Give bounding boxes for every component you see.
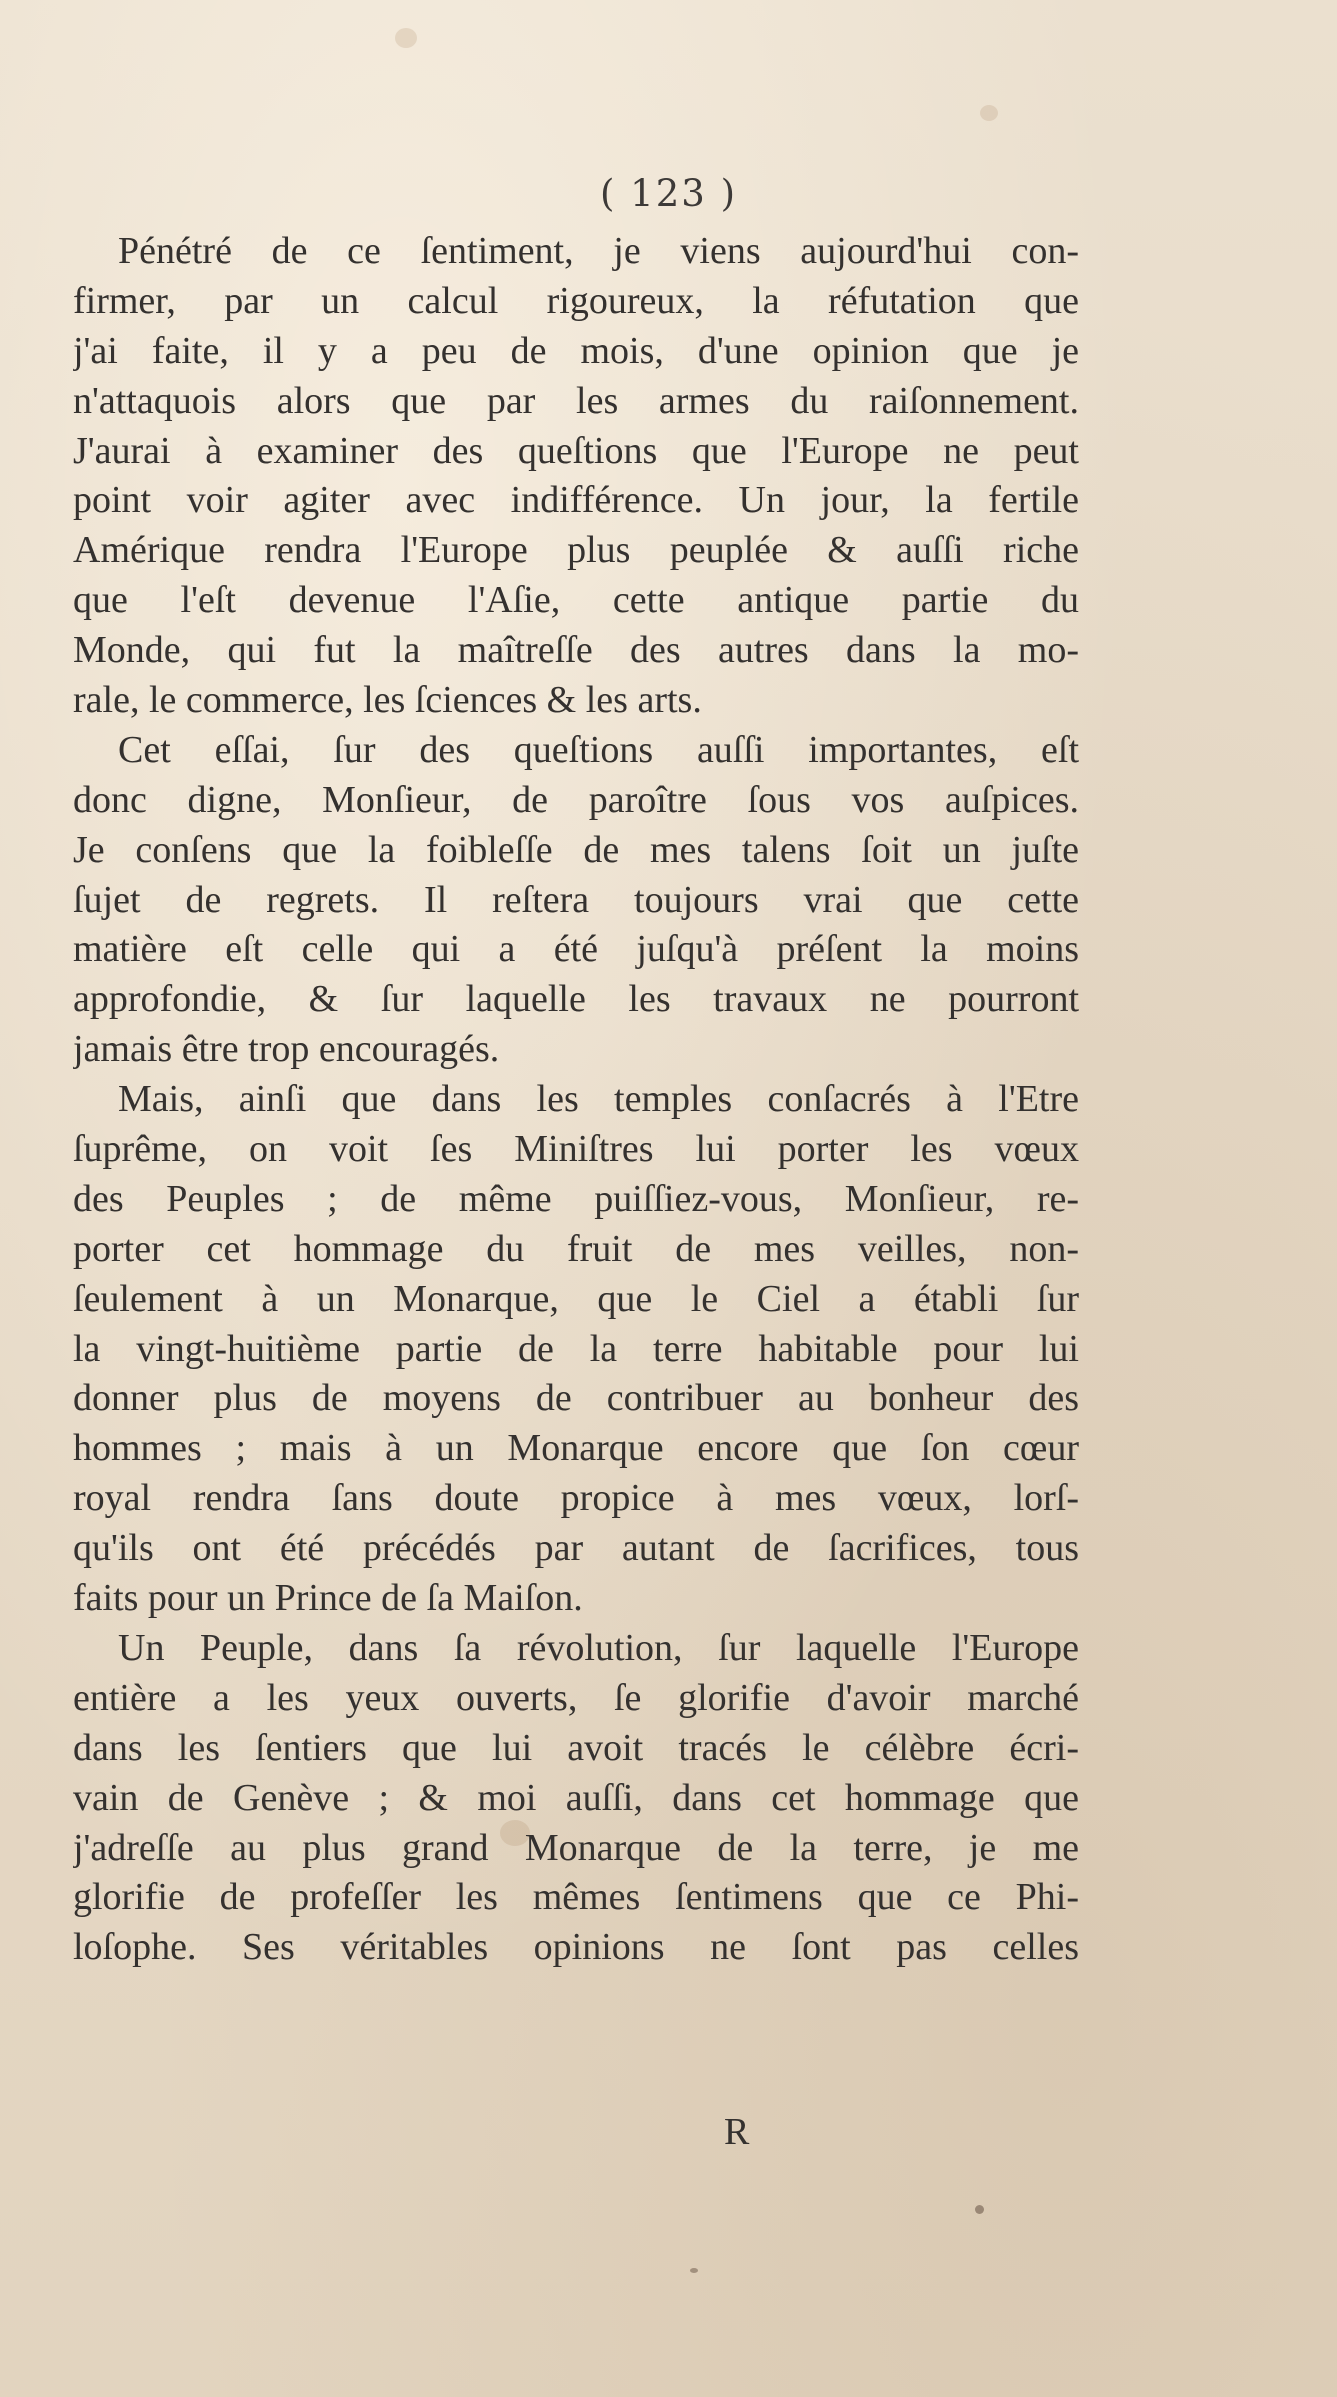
text-line: matière eſt celle qui a été juſqu'à préſent la moins [73, 928, 1079, 971]
text-line: donc digne, Monſieur, de paroître ſous vos auſpices. [73, 778, 1079, 821]
text-line: la vingt-huitième partie de la terre habitable pour lui [73, 1327, 1079, 1370]
signature-mark: R [724, 2111, 750, 2153]
text-line: faits pour un Prince de ſa Maiſon. [73, 1577, 583, 1620]
text-line: Un Peuple, dans ſa révolution, ſur laquelle l'Europe [118, 1626, 1079, 1669]
text-line: qu'ils ont été précédés par autant de ſacrifices, tous [73, 1527, 1079, 1570]
paper-stain [975, 2205, 984, 2214]
text-line: des Peuples ; de même puiſſiez-vous, Monſieur, re- [73, 1177, 1079, 1220]
text-line: Amérique rendra l'Europe plus peuplée & auſſi riche [73, 529, 1079, 572]
text-line: approfondie, & ſur laquelle les travaux ne pourront [73, 978, 1079, 1021]
text-line: ſujet de regrets. Il reſtera toujours vrai que cette [73, 878, 1079, 921]
text-line: loſophe. Ses véritables opinions ne ſont pas celles [73, 1926, 1079, 1969]
paper-stain [395, 28, 417, 48]
text-line: dans les ſentiers que lui avoit tracés le célèbre écri- [73, 1726, 1079, 1769]
text-line: firmer, par un calcul rigoureux, la réfutation que [73, 279, 1079, 322]
text-line: point voir agiter avec indifférence. Un jour, la fertile [73, 479, 1079, 522]
page-number: ( 123 ) [599, 172, 737, 215]
text-line: rale, le commerce, les ſciences & les arts. [73, 679, 702, 722]
text-line: donner plus de moyens de contribuer au bonheur des [73, 1377, 1079, 1420]
text-line: glorifie de profeſſer les mêmes ſentimens que ce Phi- [73, 1876, 1079, 1919]
text-line: porter cet hommage du fruit de mes veilles, non- [73, 1227, 1079, 1270]
text-line: Mais, ainſi que dans les temples conſacrés à l'Etre [118, 1078, 1079, 1121]
text-line: J'aurai à examiner des queſtions que l'Europe ne peut [73, 429, 1079, 472]
text-line: Je conſens que la foibleſſe de mes talens ſoit un juſte [73, 828, 1079, 871]
text-line: ſeulement à un Monarque, que le Ciel a établi ſur [73, 1277, 1079, 1320]
text-line: Cet eſſai, ſur des queſtions auſſi importantes, eſt [118, 728, 1079, 771]
text-line: n'attaquois alors que par les armes du raiſonnement. [73, 379, 1079, 422]
page-body-text [73, 227, 1079, 1973]
text-line: hommes ; mais à un Monarque encore que ſon cœur [73, 1427, 1079, 1470]
text-line: vain de Genève ; & moi auſſi, dans cet hommage que [73, 1776, 1079, 1819]
paper-stain [980, 105, 998, 121]
text-line: Monde, qui fut la maîtreſſe des autres dans la mo- [73, 629, 1079, 672]
text-line: jamais être trop encouragés. [73, 1028, 500, 1071]
paper-stain [690, 2268, 698, 2273]
text-line: entière a les yeux ouverts, ſe glorifie d'avoir marché [73, 1676, 1079, 1719]
text-line: royal rendra ſans doute propice à mes vœux, lorſ- [73, 1477, 1079, 1520]
text-line: j'adreſſe au plus grand Monarque de la terre, je me [73, 1826, 1079, 1869]
text-line: que l'eſt devenue l'Aſie, cette antique partie du [73, 579, 1079, 622]
text-line: ſuprême, on voit ſes Miniſtres lui porter les vœux [73, 1128, 1079, 1171]
text-line: j'ai faite, il y a peu de mois, d'une opinion que je [73, 329, 1079, 372]
text-line: Pénétré de ce ſentiment, je viens aujourd'hui con- [118, 230, 1079, 272]
